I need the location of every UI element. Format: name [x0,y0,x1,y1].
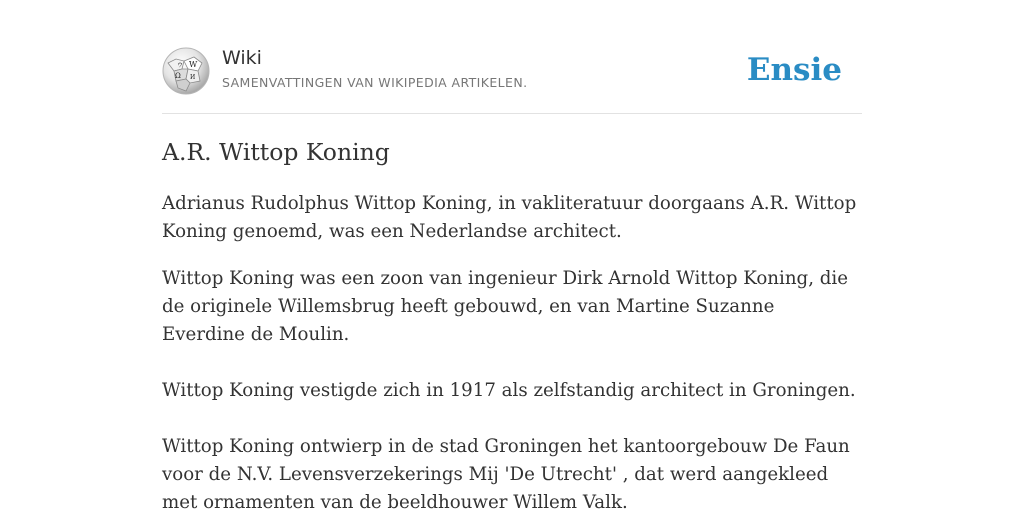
article-intro-paragraph: Adrianus Rudolphus Wittop Koning, in vakliteratuur doorgaans A.R. Wittop Koning genoemd, was een Nederlandse architect. [162,193,857,242]
header-divider [162,113,862,114]
wikipedia-globe-icon[interactable] [162,47,210,95]
site-subtitle: SAMENVATTINGEN VAN WIKIPEDIA ARTIKELEN. [222,75,528,90]
svg-text:W: W [189,60,198,69]
article-paragraph: Wittop Koning ontwierp in de stad Groningen het kantoorgebouw De Faun voor de N.V. Levensverzekerings Mij 'De Utrecht' , dat werd aangekleed met ornamenten van de beeldhouwer Willem Valk. [162,436,850,512]
svg-text:ウ: ウ [177,62,184,69]
svg-text:И: И [190,74,196,81]
article [162,135,862,512]
site-title[interactable]: Wiki [222,47,262,69]
article-body [162,265,862,512]
article-title: A.R. Wittop Koning [162,138,390,166]
article-paragraph: Wittop Koning vestigde zich in 1917 als zelfstandig architect in Groningen. [162,380,856,401]
brand-logo[interactable]: Ensie [746,52,842,88]
svg-text:Ω: Ω [175,72,181,80]
site-header [162,44,862,100]
article-paragraph: Wittop Koning was een zoon van ingenieur Dirk Arnold Wittop Koning, die de originele Willemsbrug heeft gebouwd, en van Martine Suzanne Everdine de Moulin. [162,268,848,345]
